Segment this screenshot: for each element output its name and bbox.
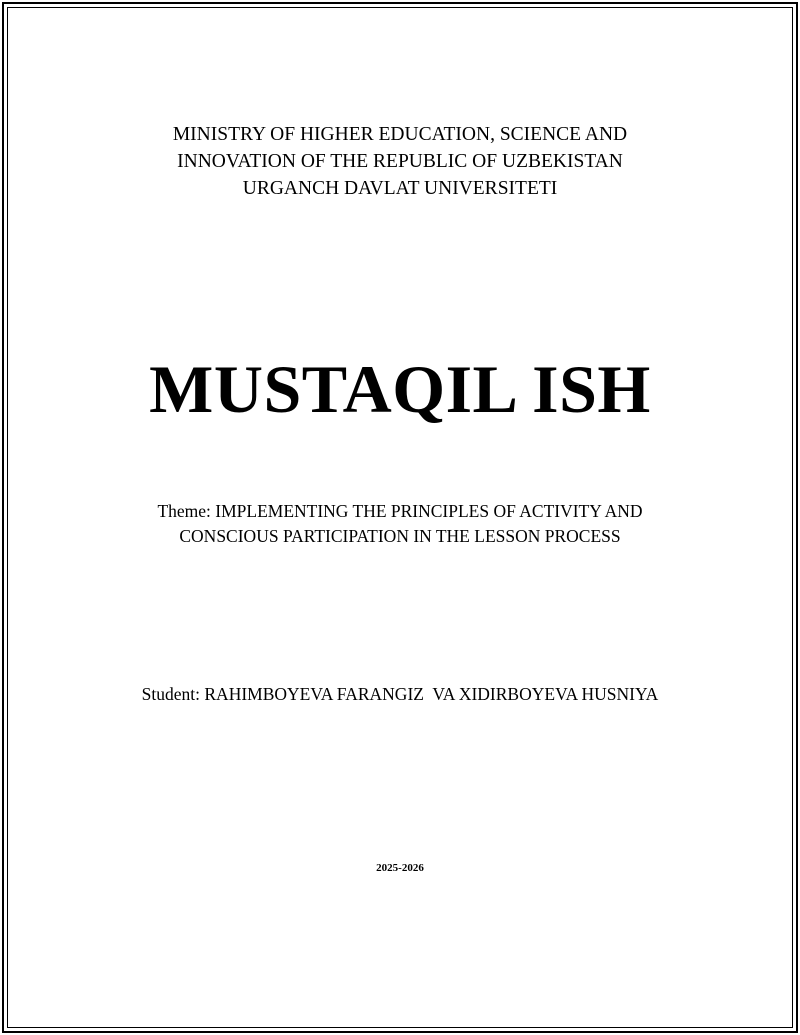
student-names: Student: RAHIMBOYEVA FARANGIZ VA XIDIRBOYEVA HUSNIYA bbox=[141, 684, 659, 704]
header-line-2: INNOVATION OF THE REPUBLIC OF UZBEKISTAN bbox=[177, 151, 623, 172]
academic-year: 2025-2026 bbox=[376, 862, 424, 874]
institution-header bbox=[0, 121, 800, 202]
header-line-1: MINISTRY OF HIGHER EDUCATION, SCIENCE AND bbox=[172, 124, 628, 145]
theme-line-1: Theme: IMPLEMENTING THE PRINCIPLES OF ACTIVITY AND bbox=[157, 501, 643, 521]
theme-text bbox=[0, 499, 800, 549]
header-line-3: URGANCH DAVLAT UNIVERSITETI bbox=[242, 178, 558, 199]
document-title: MUSTAQIL ISH bbox=[149, 351, 651, 427]
theme-line-2: CONSCIOUS PARTICIPATION IN THE LESSON PROCESS bbox=[179, 526, 621, 546]
